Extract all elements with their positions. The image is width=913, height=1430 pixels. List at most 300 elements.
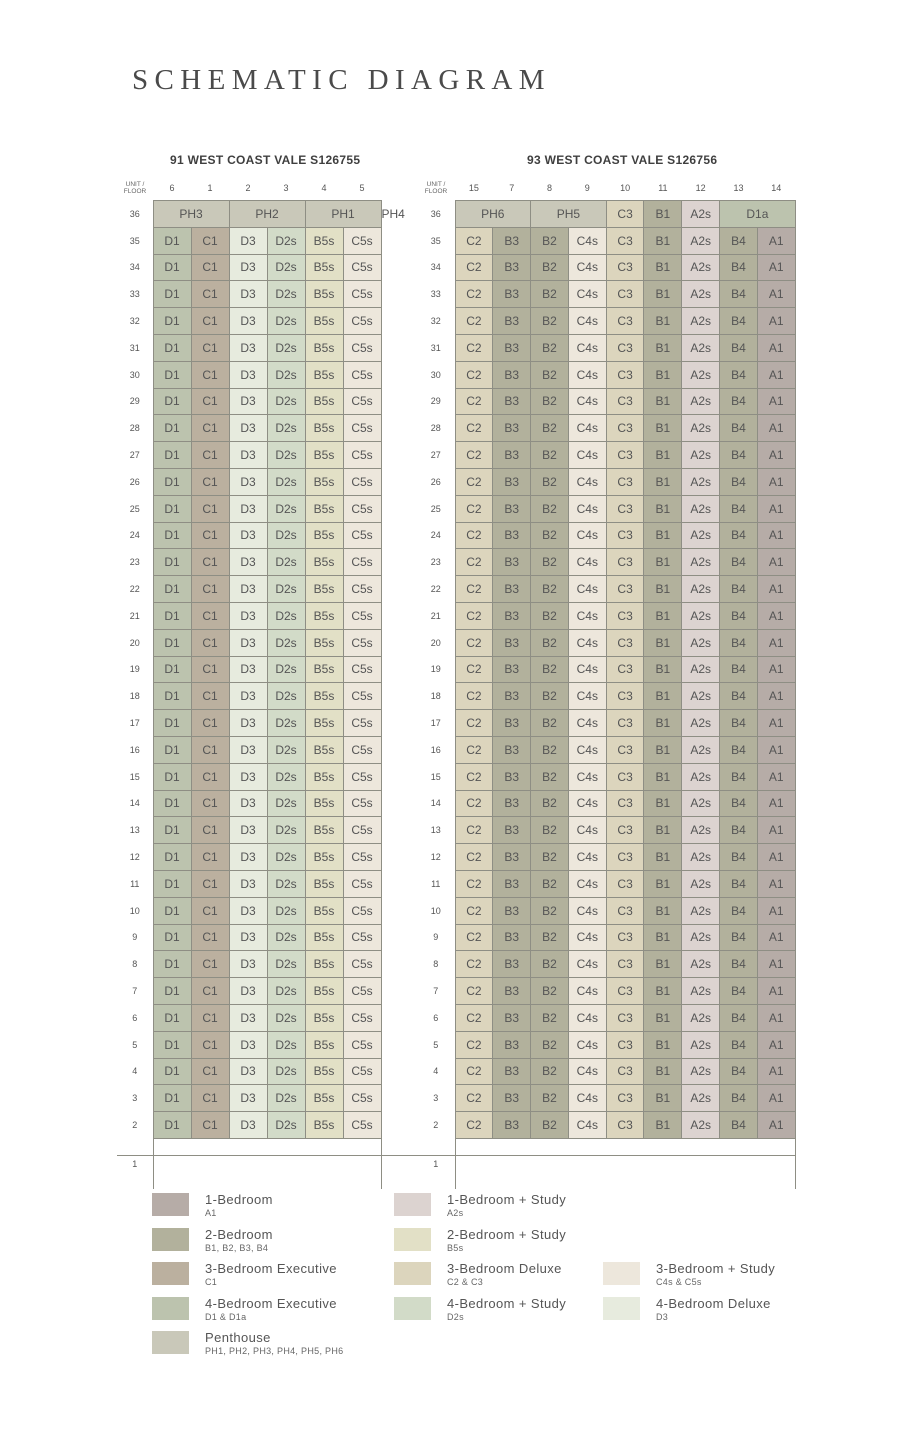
unit-cell: B4 xyxy=(720,1031,758,1058)
unit-cell: C2 xyxy=(455,978,493,1005)
unit-cell: B2 xyxy=(531,1058,569,1085)
unit-cell: B2 xyxy=(531,576,569,603)
unit-cell: D2s xyxy=(267,468,305,495)
unit-cell: C5s xyxy=(343,736,381,763)
unit-cell: D2s xyxy=(267,549,305,576)
ground-line xyxy=(117,1155,795,1156)
floor-number: 19 xyxy=(129,664,140,675)
unit-cell: B2 xyxy=(531,736,569,763)
unit-cell: C2 xyxy=(455,576,493,603)
unit-cell: D3 xyxy=(229,790,267,817)
floor-number: 17 xyxy=(129,718,140,729)
floor-number: 8 xyxy=(132,959,138,970)
unit-cell: B4 xyxy=(720,361,758,388)
unit-cell: A2s xyxy=(682,495,720,522)
unit-cell: D3 xyxy=(229,978,267,1005)
unit-cell: C3 xyxy=(606,442,644,469)
unit-cell: A2s xyxy=(682,656,720,683)
unit-cell: B3 xyxy=(493,736,531,763)
page-title: SCHEMATIC DIAGRAM xyxy=(132,64,551,96)
unit-cell: C1 xyxy=(191,817,229,844)
unit-cell: C2 xyxy=(455,1085,493,1112)
unit-cell: C2 xyxy=(455,549,493,576)
unit-cell: D1 xyxy=(153,522,191,549)
unit-cell: D1 xyxy=(153,629,191,656)
floor-number: 9 xyxy=(433,932,439,943)
floor-number: 2 xyxy=(433,1119,439,1130)
unit-cell: C1 xyxy=(191,710,229,737)
unit-cell: A1 xyxy=(757,308,795,335)
unit-cell: D3 xyxy=(229,710,267,737)
unit-cell: B2 xyxy=(531,415,569,442)
floor-number: 10 xyxy=(430,905,441,916)
unit-cell: A1 xyxy=(757,1058,795,1085)
unit-cell: A2s xyxy=(682,388,720,415)
unit-number: 9 xyxy=(584,183,590,193)
unit-cell: D2s xyxy=(267,1031,305,1058)
unit-cell: C5s xyxy=(343,897,381,924)
unit-cell: B5s xyxy=(305,629,343,656)
unit-cell: A2s xyxy=(682,549,720,576)
unit-cell: B3 xyxy=(493,924,531,951)
unit-cell: D3 xyxy=(229,334,267,361)
unit-cell: B1 xyxy=(644,308,682,335)
legend-codes: D2s xyxy=(447,1312,464,1322)
unit-cell: D3 xyxy=(229,844,267,871)
unit-cell: C4s xyxy=(568,576,606,603)
unit-cell: D2s xyxy=(267,602,305,629)
unit-cell: B5s xyxy=(305,1004,343,1031)
unit-cell: B5s xyxy=(305,870,343,897)
legend-swatch xyxy=(152,1297,189,1320)
unit-cell: A1 xyxy=(757,790,795,817)
unit-cell: B2 xyxy=(531,978,569,1005)
unit-cell: D1 xyxy=(153,549,191,576)
unit-cell: A2s xyxy=(682,522,720,549)
unit-cell: D2s xyxy=(267,522,305,549)
unit-cell: D3 xyxy=(229,549,267,576)
unit-cell: C4s xyxy=(568,254,606,281)
unit-cell: C3 xyxy=(606,870,644,897)
floor-number: 11 xyxy=(431,878,441,889)
unit-cell: A1 xyxy=(757,361,795,388)
unit-cell: D1 xyxy=(153,844,191,871)
unit-cell: B3 xyxy=(493,334,531,361)
unit-cell: D1 xyxy=(153,736,191,763)
unit-cell: C4s xyxy=(568,844,606,871)
unit-cell: D3 xyxy=(229,281,267,308)
floor-number: 9 xyxy=(132,932,138,943)
unit-cell: B1 xyxy=(644,1085,682,1112)
unit-cell: B3 xyxy=(493,361,531,388)
unit-cell: D2s xyxy=(267,951,305,978)
unit-cell: B2 xyxy=(531,1031,569,1058)
unit-cell: C3 xyxy=(606,710,644,737)
unit-cell: C5s xyxy=(343,656,381,683)
unit-cell: B1 xyxy=(644,361,682,388)
unit-cell: A1 xyxy=(757,1004,795,1031)
unit-cell: C4s xyxy=(568,790,606,817)
unit-cell: B5s xyxy=(305,951,343,978)
unit-cell: B2 xyxy=(531,763,569,790)
unit-cell: C4s xyxy=(568,763,606,790)
unit-cell: C1 xyxy=(191,1085,229,1112)
unit-cell: D2s xyxy=(267,710,305,737)
unit-cell: D3 xyxy=(229,629,267,656)
unit-cell: D3 xyxy=(229,1031,267,1058)
unit-cell: C5s xyxy=(343,978,381,1005)
unit-cell: B4 xyxy=(720,736,758,763)
unit-cell: C3 xyxy=(606,361,644,388)
legend-name: 1-Bedroom + Study xyxy=(447,1192,567,1207)
unit-cell: C5s xyxy=(343,629,381,656)
unit-cell: B1 xyxy=(644,549,682,576)
unit-cell: C2 xyxy=(455,227,493,254)
block-91-title: 91 WEST COAST VALE S126755 xyxy=(170,153,361,167)
floor-number: 8 xyxy=(433,959,439,970)
unit-number: 13 xyxy=(733,183,744,193)
unit-cell: B2 xyxy=(531,334,569,361)
unit-cell: B2 xyxy=(531,227,569,254)
unit-cell: C2 xyxy=(455,1112,493,1139)
unit-cell: B4 xyxy=(720,1058,758,1085)
unit-cell: C1 xyxy=(191,763,229,790)
unit-number: 4 xyxy=(321,183,327,193)
unit-cell: D1 xyxy=(153,897,191,924)
unit-cell: A2s xyxy=(682,1031,720,1058)
unit-cell: C5s xyxy=(343,602,381,629)
unit-cell: B1 xyxy=(644,415,682,442)
unit-cell: B3 xyxy=(493,870,531,897)
unit-cell: C5s xyxy=(343,817,381,844)
floor-number: 30 xyxy=(430,369,441,380)
unit-cell: C1 xyxy=(191,468,229,495)
unit-cell: C3 xyxy=(606,281,644,308)
floor-number: 16 xyxy=(129,744,140,755)
floor-number: 28 xyxy=(430,423,441,434)
unit-cell: D2s xyxy=(267,844,305,871)
unit-cell: A1 xyxy=(757,978,795,1005)
unit-cell: C3 xyxy=(606,897,644,924)
unit-cell: B1 xyxy=(644,602,682,629)
unit-number: 1 xyxy=(207,183,213,193)
unit-cell: B1 xyxy=(644,522,682,549)
unit-cell: C5s xyxy=(343,361,381,388)
unit-cell: B3 xyxy=(493,710,531,737)
unit-cell: D1 xyxy=(153,388,191,415)
unit-cell: B4 xyxy=(720,281,758,308)
unit-cell: B5s xyxy=(305,308,343,335)
floor-number: 15 xyxy=(430,771,441,782)
legend-swatch xyxy=(152,1228,189,1251)
unit-cell: C4s xyxy=(568,683,606,710)
unit-cell: C2 xyxy=(455,897,493,924)
unit-cell: C5s xyxy=(343,924,381,951)
unit-cell: C5s xyxy=(343,281,381,308)
legend-codes: D3 xyxy=(656,1312,669,1322)
floor-number: 19 xyxy=(430,664,441,675)
unit-cell: A2s xyxy=(682,227,720,254)
unit-cell: D2s xyxy=(267,388,305,415)
unit-cell: B2 xyxy=(531,1004,569,1031)
unit-cell: B5s xyxy=(305,656,343,683)
unit-cell: C2 xyxy=(455,281,493,308)
unit-cell: C1 xyxy=(191,790,229,817)
unit-cell: B3 xyxy=(493,227,531,254)
floor-number: 7 xyxy=(433,986,439,996)
unit-cell: B5s xyxy=(305,710,343,737)
unit-cell: C2 xyxy=(455,683,493,710)
unit-cell: C3 xyxy=(606,629,644,656)
unit-cell: C5s xyxy=(343,468,381,495)
unit-cell: C4s xyxy=(568,334,606,361)
legend-swatch xyxy=(152,1331,189,1354)
unit-cell: A1 xyxy=(757,227,795,254)
unit-cell: B5s xyxy=(305,1085,343,1112)
unit-cell: C2 xyxy=(455,1031,493,1058)
legend-name: 2-Bedroom + Study xyxy=(447,1227,567,1242)
unit-number: 2 xyxy=(245,183,251,193)
unit-cell: B4 xyxy=(720,227,758,254)
unit-cell: C4s xyxy=(568,281,606,308)
unit-cell: B5s xyxy=(305,522,343,549)
unit-cell: B3 xyxy=(493,576,531,603)
unit-cell: B3 xyxy=(493,1004,531,1031)
unit-cell: C2 xyxy=(455,790,493,817)
unit-cell: A2s xyxy=(682,576,720,603)
unit-cell: B1 xyxy=(644,201,682,228)
unit-cell: C1 xyxy=(191,415,229,442)
unit-cell: B5s xyxy=(305,736,343,763)
legend-swatch xyxy=(152,1193,189,1216)
unit-cell: B2 xyxy=(531,549,569,576)
unit-cell: C4s xyxy=(568,629,606,656)
unit-cell: B2 xyxy=(531,522,569,549)
unit-cell: B5s xyxy=(305,683,343,710)
unit-cell: C5s xyxy=(343,710,381,737)
unit-cell: B4 xyxy=(720,897,758,924)
unit-cell: C1 xyxy=(191,683,229,710)
unit-cell: C3 xyxy=(606,763,644,790)
floor-number: 14 xyxy=(430,798,441,809)
unit-cell: D1 xyxy=(153,495,191,522)
unit-cell: C4s xyxy=(568,897,606,924)
unit-cell: B2 xyxy=(531,844,569,871)
unit-cell: D3 xyxy=(229,227,267,254)
unit-cell: B1 xyxy=(644,978,682,1005)
legend-name: 3-Bedroom Executive xyxy=(205,1261,337,1276)
unit-cell: C2 xyxy=(455,951,493,978)
unit-number: 7 xyxy=(509,183,515,193)
unit-cell: B1 xyxy=(644,227,682,254)
unit-cell: C4s xyxy=(568,388,606,415)
floor-number: 22 xyxy=(430,584,441,595)
ground-floor-area xyxy=(455,1138,795,1189)
unit-cell: D1 xyxy=(153,710,191,737)
unit-cell: B5s xyxy=(305,817,343,844)
legend-codes: B5s xyxy=(447,1243,464,1253)
unit-cell: B5s xyxy=(305,361,343,388)
unit-cell: C4s xyxy=(568,442,606,469)
floor-number: 10 xyxy=(129,905,140,916)
floor-number: 5 xyxy=(433,1039,439,1050)
unit-cell: C5s xyxy=(343,844,381,871)
unit-cell: D2s xyxy=(267,924,305,951)
unit-cell: B4 xyxy=(720,656,758,683)
unit-cell: C3 xyxy=(606,602,644,629)
unit-cell: C3 xyxy=(606,201,644,228)
unit-cell: B3 xyxy=(493,817,531,844)
unit-cell: C1 xyxy=(191,870,229,897)
unit-cell: D2s xyxy=(267,495,305,522)
floor-number: 11 xyxy=(130,878,140,889)
unit-cell: C5s xyxy=(343,1058,381,1085)
unit-cell: B1 xyxy=(644,1058,682,1085)
unit-cell: D3 xyxy=(229,495,267,522)
unit-cell: B3 xyxy=(493,388,531,415)
legend-name: 4-Bedroom Deluxe xyxy=(656,1296,771,1311)
unit-cell: C3 xyxy=(606,951,644,978)
unit-cell: C4s xyxy=(568,1112,606,1139)
unit-cell: C4s xyxy=(568,870,606,897)
unit-cell: C1 xyxy=(191,281,229,308)
unit-cell: D1 xyxy=(153,334,191,361)
unit-cell: A2s xyxy=(682,415,720,442)
unit-cell: A2s xyxy=(682,924,720,951)
unit-cell: C3 xyxy=(606,254,644,281)
unit-cell: B1 xyxy=(644,468,682,495)
unit-cell: B5s xyxy=(305,978,343,1005)
unit-cell: C5s xyxy=(343,254,381,281)
unit-cell: B3 xyxy=(493,897,531,924)
unit-cell: B1 xyxy=(644,710,682,737)
unit-number: 3 xyxy=(283,183,289,193)
legend-codes: A1 xyxy=(205,1208,217,1218)
unit-cell: B1 xyxy=(644,656,682,683)
unit-cell: A2s xyxy=(682,978,720,1005)
unit-cell: A1 xyxy=(757,442,795,469)
unit-cell: C4s xyxy=(568,308,606,335)
unit-cell: B3 xyxy=(493,549,531,576)
unit-number: 5 xyxy=(359,183,365,193)
unit-cell: A1 xyxy=(757,334,795,361)
unit-cell: D3 xyxy=(229,736,267,763)
unit-cell: D2s xyxy=(267,817,305,844)
unit-cell: B4 xyxy=(720,1112,758,1139)
unit-cell: B4 xyxy=(720,334,758,361)
unit-cell: C2 xyxy=(455,334,493,361)
unit-cell: B4 xyxy=(720,844,758,871)
unit-cell: C1 xyxy=(191,549,229,576)
unit-cell: C5s xyxy=(343,790,381,817)
unit-cell: B2 xyxy=(531,1112,569,1139)
unit-cell: A1 xyxy=(757,656,795,683)
unit-cell: C5s xyxy=(343,495,381,522)
unit-cell: C1 xyxy=(191,254,229,281)
floor-number: 18 xyxy=(129,691,140,702)
unit-cell: B4 xyxy=(720,710,758,737)
unit-cell: D3 xyxy=(229,388,267,415)
unit-cell: B3 xyxy=(493,468,531,495)
unit-cell: PH6 xyxy=(455,201,531,228)
floor-number: 27 xyxy=(430,450,441,461)
unit-cell: A2s xyxy=(682,361,720,388)
unit-cell: B5s xyxy=(305,254,343,281)
unit-cell: C1 xyxy=(191,629,229,656)
unit-cell: C2 xyxy=(455,656,493,683)
unit-cell: D2s xyxy=(267,1004,305,1031)
legend-name: 1-Bedroom xyxy=(205,1192,273,1207)
unit-cell: D3 xyxy=(229,951,267,978)
unit-cell: D2s xyxy=(267,763,305,790)
unit-cell: B4 xyxy=(720,978,758,1005)
unit-cell: D2s xyxy=(267,683,305,710)
unit-cell: C2 xyxy=(455,388,493,415)
floor-number: 2 xyxy=(132,1119,138,1130)
unit-cell: B1 xyxy=(644,1031,682,1058)
unit-cell: A1 xyxy=(757,683,795,710)
unit-cell: A2s xyxy=(682,897,720,924)
floor-number: 32 xyxy=(430,316,441,327)
unit-cell: D1 xyxy=(153,951,191,978)
unit-cell: C2 xyxy=(455,763,493,790)
unit-cell: C5s xyxy=(343,549,381,576)
unit-cell: A2s xyxy=(682,951,720,978)
unit-cell: D1 xyxy=(153,576,191,603)
unit-cell: C2 xyxy=(455,361,493,388)
unit-cell: B1 xyxy=(644,254,682,281)
unit-cell: B5s xyxy=(305,1112,343,1139)
unit-cell: D1 xyxy=(153,361,191,388)
unit-cell: B3 xyxy=(493,1085,531,1112)
floor-number: 1 xyxy=(433,1158,439,1169)
unit-cell: A1 xyxy=(757,1112,795,1139)
unit-cell: D1 xyxy=(153,978,191,1005)
unit-cell: D2s xyxy=(267,1112,305,1139)
unit-cell: B1 xyxy=(644,924,682,951)
unit-cell: B1 xyxy=(644,736,682,763)
unit-cell: C2 xyxy=(455,817,493,844)
unit-cell: D3 xyxy=(229,656,267,683)
unit-cell: C5s xyxy=(343,308,381,335)
unit-cell: A1 xyxy=(757,763,795,790)
unit-cell: A1 xyxy=(757,468,795,495)
floor-number: 24 xyxy=(430,530,441,541)
unit-cell: D1 xyxy=(153,1085,191,1112)
unit-cell: A2s xyxy=(682,281,720,308)
unit-cell: B5s xyxy=(305,415,343,442)
floor-number: 24 xyxy=(129,530,140,541)
unit-cell: B3 xyxy=(493,790,531,817)
unit-cell: A1 xyxy=(757,522,795,549)
unit-cell: C3 xyxy=(606,924,644,951)
floor-number: 3 xyxy=(132,1093,138,1104)
unit-cell: B5s xyxy=(305,897,343,924)
unit-cell: B5s xyxy=(305,549,343,576)
unit-cell: B3 xyxy=(493,629,531,656)
unit-cell: B4 xyxy=(720,924,758,951)
floor-number: 36 xyxy=(129,208,140,219)
unit-cell: C4s xyxy=(568,468,606,495)
unit-cell: A2s xyxy=(682,629,720,656)
floor-number: 32 xyxy=(129,316,140,327)
legend-name: Penthouse xyxy=(205,1330,271,1345)
unit-cell: C1 xyxy=(191,442,229,469)
unit-cell: D2s xyxy=(267,736,305,763)
unit-cell: C3 xyxy=(606,844,644,871)
unit-cell: B1 xyxy=(644,1112,682,1139)
floor-number: 33 xyxy=(430,289,441,300)
